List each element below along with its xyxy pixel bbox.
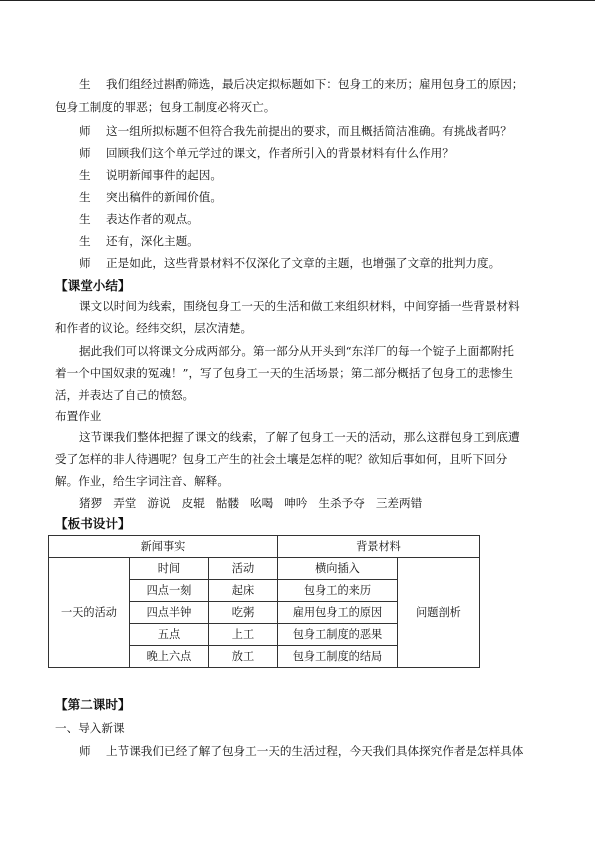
- dialogue-text: 这一组所拟标题不但符合我先前提出的要求，而且概括简洁准确。有挑战者吗？: [106, 124, 512, 138]
- board-design-table: [48, 535, 480, 668]
- header-news-facts: 新闻事实: [49, 536, 278, 558]
- speaker-label: 师: [79, 146, 91, 160]
- background-cell: 包身工制度的结局: [278, 646, 398, 668]
- time-cell: 四点一刻: [130, 580, 209, 602]
- dialogue-text: 回顾我们这个单元学过的课文，作者所引入的背景材料有什么作用？: [106, 146, 454, 160]
- dialogue-line: [79, 168, 222, 182]
- homework-line: 这节课我们整体把握了课文的线索，了解了包身工一天的活动，那么这群包身工到底遭: [79, 430, 520, 444]
- dialogue-text: 包身工制度的罪恶；包身工制度必将灭亡。: [55, 100, 276, 114]
- summary-line: 活，并表达了自己的愤怒。: [55, 388, 195, 402]
- dialogue-line: [79, 234, 199, 248]
- dialogue-text: 上节课我们已经了解了包身工一天的生活过程，今天我们具体探究作者是怎样具体: [106, 744, 524, 758]
- vocab-word: 三差两错: [375, 496, 423, 510]
- speaker-label: 生: [79, 190, 91, 204]
- summary-line: 和作者的议论。经纬交织，层次清楚。: [55, 321, 253, 335]
- vocab-word: 弄堂: [113, 496, 137, 510]
- activity-cell: 起床: [209, 580, 278, 602]
- vocab-word: 猪猡: [79, 496, 103, 510]
- summary-line: 着一个中国奴隶的冤魂！”，写了包身工一天的生活场景；第二部分概括了包身工的悲惨生: [55, 366, 514, 380]
- summary-line: 据此我们可以将课文分成两部分。第一部分从开头到“东洋厂的每一个锭子上面都附托: [79, 344, 514, 358]
- dialogue-line: [79, 146, 454, 160]
- dialogue-text: 说明新闻事件的起因。: [106, 168, 222, 182]
- time-cell: 四点半钟: [130, 602, 209, 624]
- dialogue-line: [79, 256, 500, 270]
- vocab-word: 吆喝: [250, 496, 274, 510]
- vocab-word: 呻吟: [284, 496, 308, 510]
- speaker-label: 生: [79, 77, 91, 91]
- dialogue-text: 正是如此，这些背景材料不仅深化了文章的主题，也增强了文章的批判力度。: [106, 256, 501, 270]
- row-label-day-activity: 一天的活动: [49, 558, 130, 668]
- col-time-header: 时间: [130, 558, 209, 580]
- activity-cell: 吃粥: [209, 602, 278, 624]
- speaker-label: 师: [79, 124, 91, 138]
- dialogue-text: 我们组经过斟酌筛选，最后决定拟标题如下：包身工的来历；雇用包身工的原因；: [106, 77, 524, 91]
- dialogue-text: 突出稿件的新闻价值。: [106, 190, 222, 204]
- dialogue-line: [79, 124, 512, 138]
- page-top-rule: [0, 0, 595, 1]
- homework-line: 解。作业，给生字词注音、解释。: [55, 474, 229, 488]
- homework-line: 受了怎样的非人待遇呢？包身工产生的社会土壤是怎样的呢？欲知后事如何，且听下回分: [55, 452, 508, 466]
- table-row: [49, 558, 480, 580]
- activity-cell: 上工: [209, 624, 278, 646]
- col-insert-header: 横向插入: [278, 558, 398, 580]
- speaker-label: 生: [79, 212, 91, 226]
- dialogue-line-continued: [55, 100, 275, 114]
- dialogue-line: [79, 77, 523, 91]
- vocab-word: 皮辊: [181, 496, 205, 510]
- background-cell: 包身工的来历: [278, 580, 398, 602]
- summary-heading: 【课堂小结】: [55, 278, 131, 293]
- dialogue-line: [79, 190, 222, 204]
- homework-label: 布置作业: [55, 409, 102, 423]
- time-cell: 晚上六点: [130, 646, 209, 668]
- vocab-word: 生杀予夺: [318, 496, 365, 510]
- vocab-word: 游说: [147, 496, 171, 510]
- second-lesson-heading: 【第二课时】: [55, 697, 131, 712]
- right-label-analysis: 问题剖析: [398, 558, 480, 668]
- section-heading: 一、导入新课: [55, 721, 125, 735]
- col-activity-header: 活动: [209, 558, 278, 580]
- speaker-label: 生: [79, 168, 91, 182]
- dialogue-text: 表达作者的观点。: [106, 212, 199, 226]
- speaker-label: 师: [79, 256, 91, 270]
- header-background: 背景材料: [278, 536, 480, 558]
- vocab-word: 骷髅: [215, 496, 240, 510]
- vocabulary-list: [79, 496, 433, 510]
- speaker-label: 生: [79, 234, 91, 248]
- dialogue-line: [79, 744, 523, 758]
- background-cell: 包身工制度的恶果: [278, 624, 398, 646]
- time-cell: 五点: [130, 624, 209, 646]
- table-row: [49, 536, 480, 558]
- dialogue-text: 还有，深化主题。: [106, 234, 199, 248]
- activity-cell: 放工: [209, 646, 278, 668]
- speaker-label: 师: [79, 744, 91, 758]
- dialogue-line: [79, 212, 199, 226]
- summary-line: 课文以时间为线索，围绕包身工一天的生活和做工来组织材料，中间穿插一些背景材料: [79, 299, 520, 313]
- background-cell: 雇用包身工的原因: [278, 602, 398, 624]
- board-heading: 【板书设计】: [55, 516, 131, 531]
